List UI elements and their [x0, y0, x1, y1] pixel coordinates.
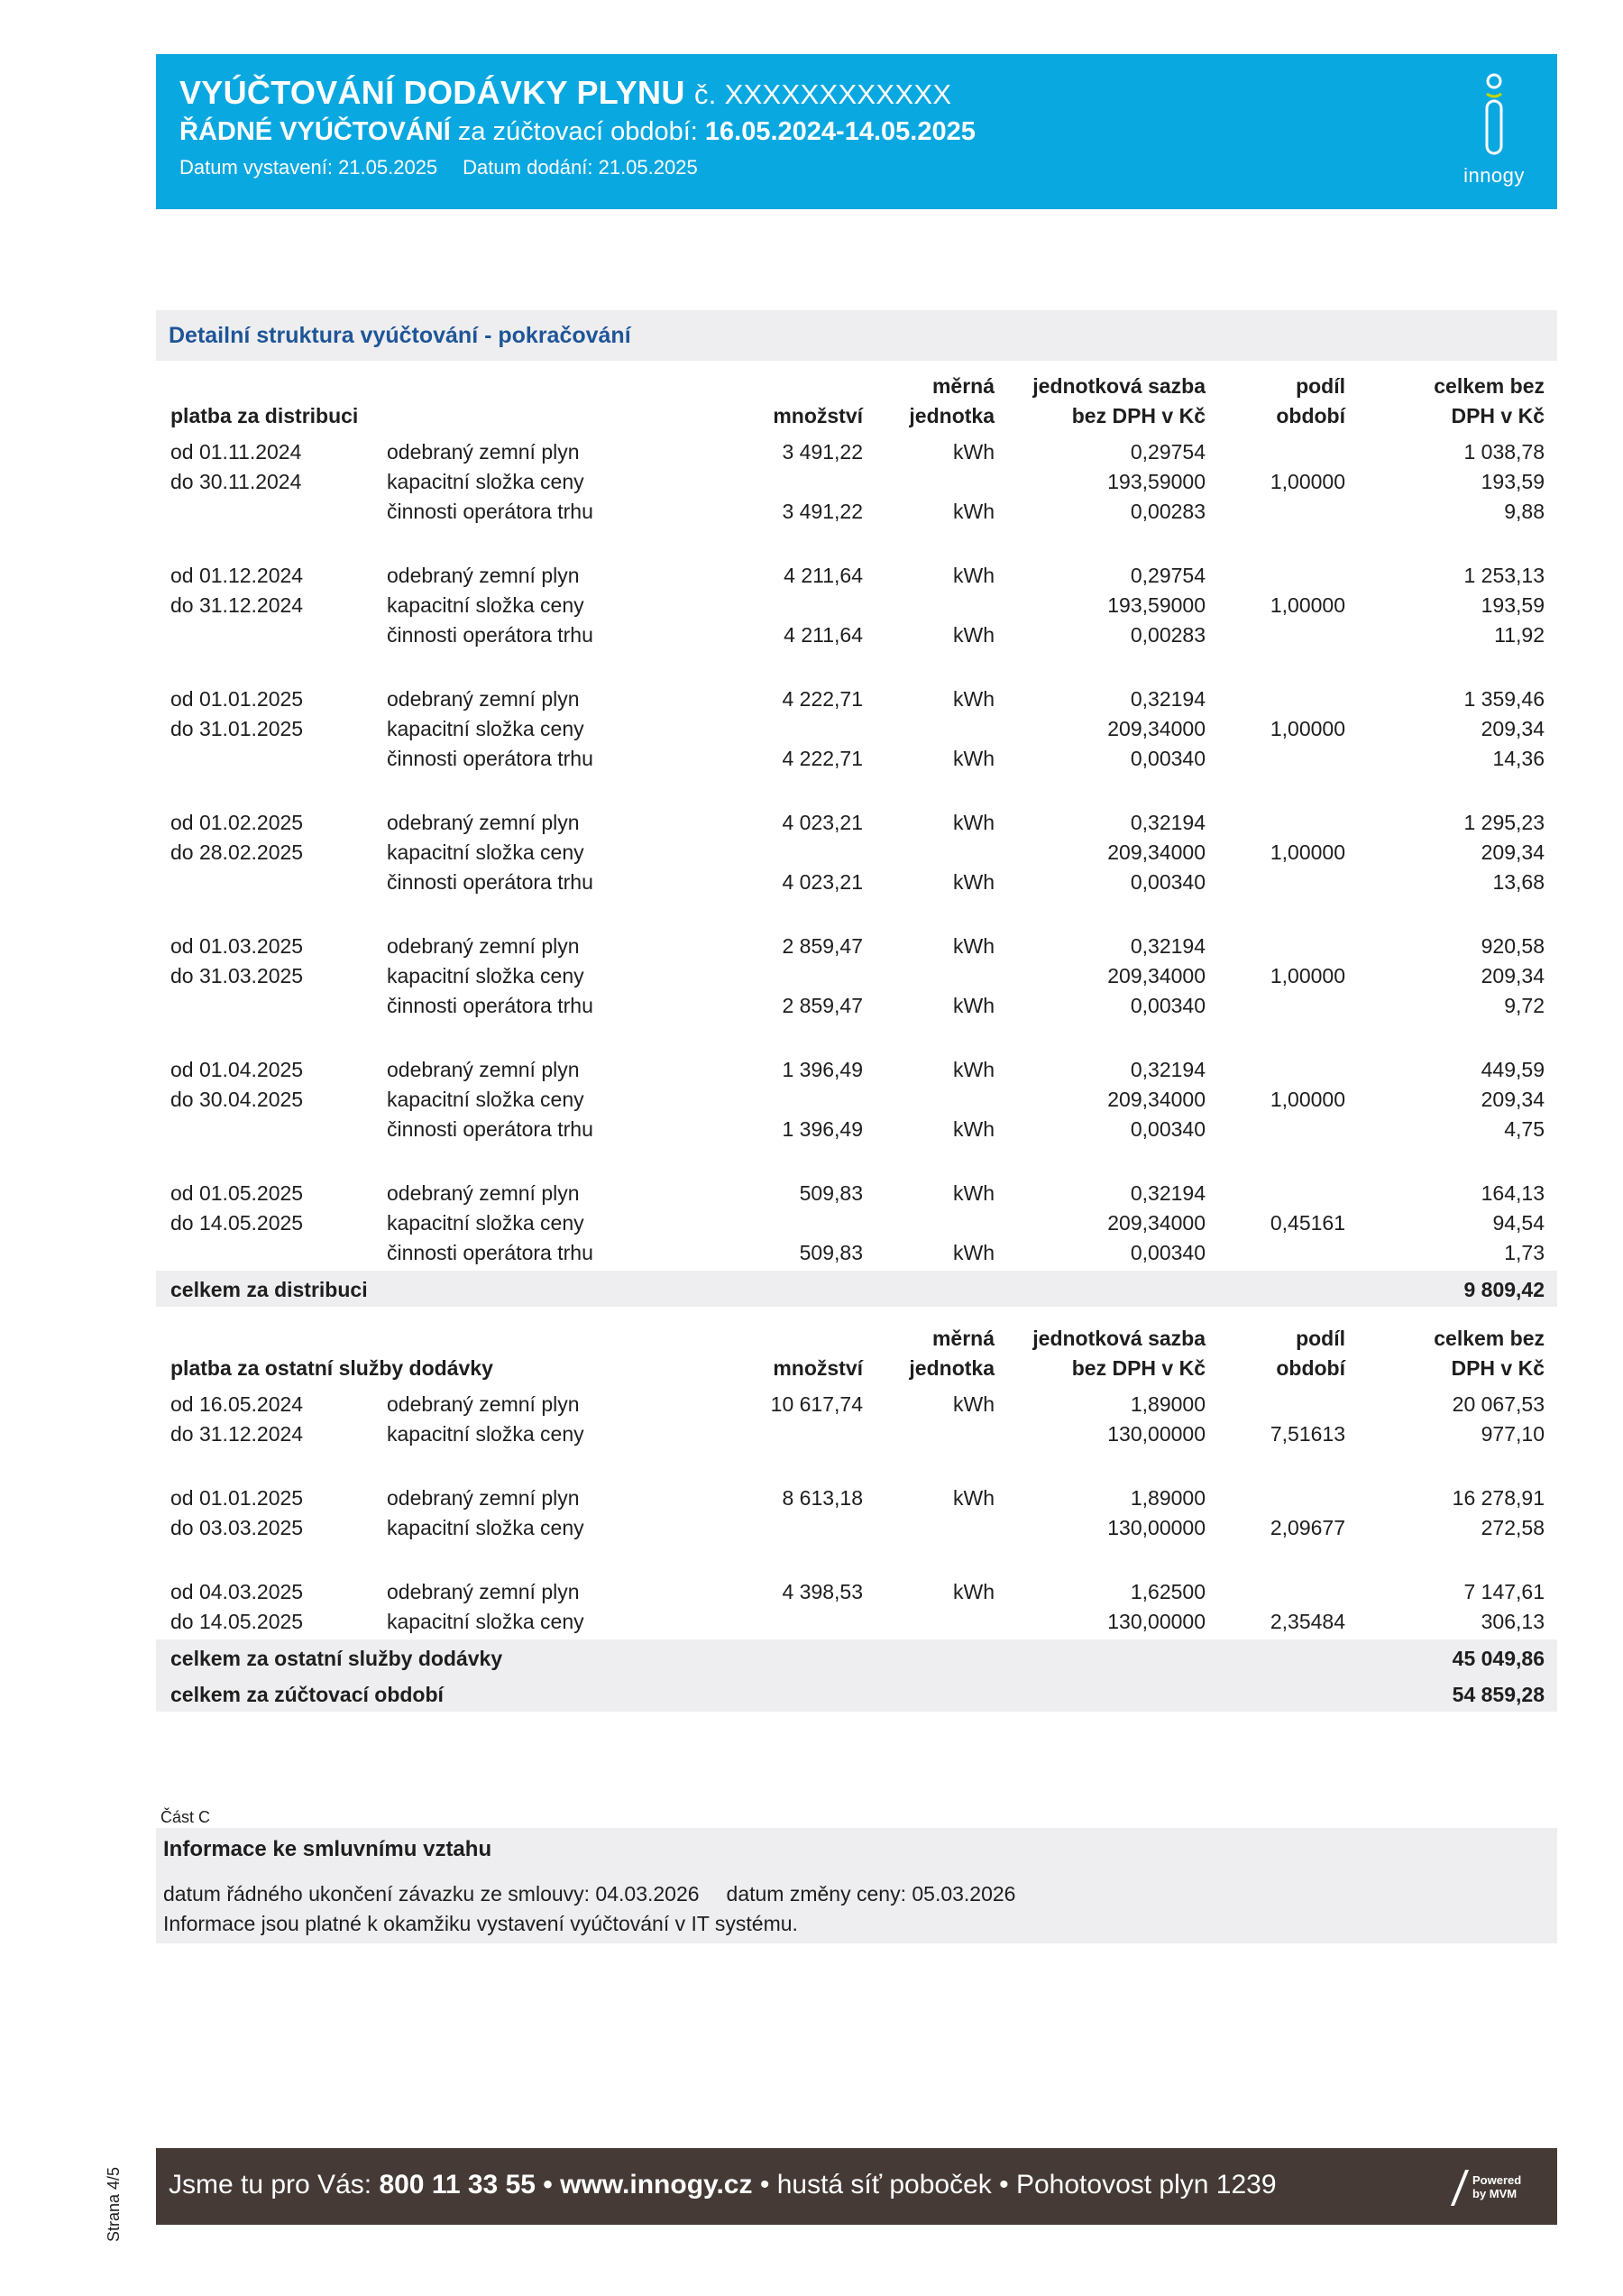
table-row [156, 1054, 1557, 1084]
cell-item: kapacitní složka ceny [387, 964, 584, 987]
cell-total: 11,92 [1494, 623, 1545, 647]
cell-date: od 01.12.2024 [170, 564, 304, 587]
cell-qty: 4 211,64 [784, 564, 863, 587]
cell-total: 272,58 [1481, 1516, 1545, 1539]
cell-total: 209,34 [1481, 964, 1545, 987]
cell-qty: 4 222,71 [782, 687, 863, 711]
col-unit: měrná jednotka [909, 374, 995, 427]
cell-rate: 0,00340 [1130, 1117, 1206, 1141]
cell-unit: kWh [953, 564, 995, 587]
cell-qty: 2 859,47 [782, 934, 863, 958]
invoice-header [156, 54, 1557, 209]
invoice-title: VYÚČTOVÁNÍ DODÁVKY PLYNU č. XXXXXXXXXXXX [179, 74, 952, 111]
cell-total: 193,59 [1481, 470, 1545, 493]
cell-item: kapacitní složka ceny [387, 840, 584, 864]
cell-date: od 01.01.2025 [170, 1486, 304, 1510]
table-header [156, 1317, 1557, 1389]
col-total: celkem bez DPH v Kč [1434, 1327, 1545, 1380]
other-services-table [156, 1317, 1557, 1712]
cell-qty: 509,83 [799, 1181, 863, 1205]
cell-total: 1 359,46 [1463, 687, 1545, 711]
cell-rate: 1,62500 [1130, 1580, 1206, 1603]
cell-date: od 01.11.2024 [170, 440, 302, 464]
cell-rate: 1,89000 [1130, 1486, 1206, 1510]
table-row [156, 1208, 1557, 1237]
footer-phone: 800 11 33 55 [379, 2170, 536, 2200]
cell-share: 1,00000 [1270, 470, 1345, 493]
cell-rate: 130,00000 [1107, 1516, 1206, 1539]
cell-total: 9,88 [1504, 500, 1545, 523]
issue-date: Datum vystavení: 21.05.2025 [179, 156, 438, 179]
table-row [156, 1483, 1557, 1512]
cell-total: 1 253,13 [1463, 564, 1545, 587]
cell-total: 9,72 [1504, 994, 1545, 1017]
cell-unit: kWh [953, 1058, 995, 1081]
cell-date: od 01.05.2025 [170, 1181, 304, 1205]
cell-total: 209,34 [1481, 840, 1545, 864]
cell-share: 2,09677 [1270, 1516, 1345, 1539]
col-qty: množství [773, 1356, 863, 1380]
cell-total: 7 147,61 [1463, 1580, 1545, 1603]
cell-total: 306,13 [1481, 1610, 1545, 1633]
table-row [156, 496, 1557, 526]
cell-share: 7,51613 [1270, 1422, 1345, 1446]
cell-item: kapacitní složka ceny [387, 1422, 584, 1446]
distribution-total-label: celkem za distribuci [170, 1278, 368, 1301]
innogy-logo-icon [1481, 72, 1507, 159]
table-row [156, 1576, 1557, 1606]
cell-qty: 4 023,21 [782, 870, 863, 894]
cell-qty: 4 023,21 [782, 811, 863, 834]
group-spacer [156, 1020, 1557, 1054]
cell-qty: 4 222,71 [782, 747, 863, 770]
cell-date: do 31.03.2025 [170, 964, 304, 987]
cell-unit: kWh [953, 1117, 995, 1141]
cell-item: činnosti operátora trhu [387, 500, 593, 523]
cell-date: do 14.05.2025 [170, 1211, 304, 1235]
cell-date: do 31.12.2024 [170, 593, 304, 617]
table-row [156, 931, 1557, 960]
cell-total: 209,34 [1481, 717, 1545, 740]
cell-total: 1 038,78 [1463, 440, 1545, 464]
cell-date: od 04.03.2025 [170, 1580, 304, 1603]
table-row [156, 837, 1557, 867]
footer-web-link[interactable]: www.innogy.cz [560, 2170, 753, 2200]
cell-total: 16 278,91 [1452, 1486, 1545, 1510]
cell-date: od 16.05.2024 [170, 1392, 304, 1416]
table-row [156, 466, 1557, 496]
cell-date: od 01.02.2025 [170, 811, 304, 834]
contract-note: Informace jsou platné k okamžiku vystavení vyúčtování v IT systému. [163, 1912, 798, 1935]
other-services-total-row [156, 1639, 1557, 1676]
contract-dates [163, 1882, 1015, 1906]
cell-qty: 509,83 [799, 1241, 863, 1264]
cell-unit: kWh [953, 934, 995, 958]
cell-item: kapacitní složka ceny [387, 1516, 584, 1539]
cell-unit: kWh [953, 811, 995, 834]
cell-rate: 130,00000 [1107, 1610, 1206, 1633]
cell-total: 193,59 [1481, 593, 1545, 617]
cell-date: do 30.11.2024 [170, 470, 302, 493]
cell-total: 1 295,23 [1463, 811, 1545, 834]
footer-branches: hustá síť poboček [776, 2170, 992, 2200]
cell-rate: 0,32194 [1130, 934, 1206, 958]
group-spacer [156, 526, 1557, 560]
group-spacer [156, 773, 1557, 807]
cell-rate: 130,00000 [1107, 1422, 1206, 1446]
cell-total: 94,54 [1492, 1211, 1545, 1235]
col-unit: měrná jednotka [909, 1327, 995, 1380]
contract-info-box [156, 1828, 1557, 1943]
cell-total: 1,73 [1504, 1241, 1545, 1264]
cell-total: 209,34 [1481, 1088, 1545, 1111]
cell-item: odebraný zemní plyn [387, 687, 580, 711]
table-row [156, 960, 1557, 990]
cell-rate: 0,00340 [1130, 870, 1206, 894]
table-row [156, 1512, 1557, 1542]
group-spacer [156, 649, 1557, 684]
group-spacer [156, 1143, 1557, 1178]
period-total-row [156, 1676, 1557, 1712]
cell-item: odebraný zemní plyn [387, 1181, 580, 1205]
table-row [156, 1178, 1557, 1208]
cell-rate: 0,32194 [1130, 1181, 1206, 1205]
table-row [156, 990, 1557, 1020]
price-change-date: datum změny ceny: 05.03.2026 [726, 1882, 1016, 1906]
cell-qty: 8 613,18 [782, 1486, 863, 1510]
cell-date: do 31.12.2024 [170, 1422, 304, 1446]
cell-qty: 3 491,22 [782, 440, 863, 464]
group-spacer [156, 896, 1557, 931]
cell-unit: kWh [953, 623, 995, 647]
table-row [156, 1084, 1557, 1114]
table-row [156, 1237, 1557, 1267]
period-total-value: 54 859,28 [1452, 1683, 1545, 1706]
cell-qty: 10 617,74 [770, 1392, 863, 1416]
other-services-rows [156, 1389, 1557, 1636]
cell-item: kapacitní složka ceny [387, 717, 584, 740]
cell-qty: 1 396,49 [782, 1117, 863, 1141]
cell-item: činnosti operátora trhu [387, 1241, 593, 1264]
cell-date: do 30.04.2025 [170, 1088, 304, 1111]
col-rate: jednotková sazba bez DPH v Kč [1032, 374, 1206, 427]
cell-share: 1,00000 [1270, 964, 1345, 987]
col-total: celkem bez DPH v Kč [1434, 374, 1545, 427]
cell-rate: 0,29754 [1130, 564, 1206, 587]
cell-item: odebraný zemní plyn [387, 1392, 580, 1416]
group-spacer [156, 1448, 1557, 1483]
cell-rate: 209,34000 [1107, 1211, 1206, 1235]
cell-rate: 0,32194 [1130, 1058, 1206, 1081]
page-number-wrap [95, 2166, 131, 2243]
cell-rate: 0,00340 [1130, 1241, 1206, 1264]
cell-qty: 4 398,53 [782, 1580, 863, 1603]
invoice-number: č. XXXXXXXXXXXX [693, 78, 952, 110]
cell-qty: 2 859,47 [782, 994, 863, 1017]
section-title: Detailní struktura vyúčtování - pokračování [169, 323, 631, 348]
section-title-bar [156, 310, 1557, 361]
cell-item: odebraný zemní plyn [387, 934, 580, 958]
cell-unit: kWh [953, 500, 995, 523]
innogy-logo [1451, 72, 1537, 189]
billing-period: 16.05.2024-14.05.2025 [704, 117, 976, 146]
cell-rate: 209,34000 [1107, 840, 1206, 864]
table-row [156, 807, 1557, 837]
col-rate: jednotková sazba bez DPH v Kč [1032, 1327, 1206, 1380]
slash-icon [1451, 2170, 1469, 2206]
cell-item: činnosti operátora trhu [387, 623, 593, 647]
table-row [156, 713, 1557, 743]
cell-unit: kWh [953, 870, 995, 894]
footer-contact: Jsme tu pro Vás: 800 11 33 55 • www.innogy.cz • hustá síť poboček • Pohotovost plyn 1239 [169, 2170, 1277, 2200]
cell-share: 0,45161 [1270, 1211, 1345, 1235]
part-c-label: Část C [160, 1808, 211, 1826]
cell-total: 13,68 [1492, 870, 1545, 894]
cell-share: 1,00000 [1270, 840, 1345, 864]
cell-date: do 14.05.2025 [170, 1610, 304, 1633]
cell-item: odebraný zemní plyn [387, 1580, 580, 1603]
table-row [156, 620, 1557, 649]
cell-item: odebraný zemní plyn [387, 1486, 580, 1510]
page-number: Strana 4/5 [105, 2166, 124, 2243]
cell-qty: 1 396,49 [782, 1058, 863, 1081]
cell-rate: 1,89000 [1130, 1392, 1206, 1416]
distribution-total-value: 9 809,42 [1463, 1278, 1545, 1301]
cell-unit: kWh [953, 1486, 995, 1510]
cell-item: kapacitní složka ceny [387, 470, 584, 493]
group-spacer [156, 1542, 1557, 1576]
table-row [156, 1606, 1557, 1636]
cell-unit: kWh [953, 440, 995, 464]
cell-item: činnosti operátora trhu [387, 994, 593, 1017]
col-share: podíl období [1276, 374, 1345, 427]
invoice-subtitle: ŘÁDNÉ VYÚČTOVÁNÍ za zúčtovací období: 16.05.2024-14.05.2025 [179, 117, 976, 146]
cell-unit: kWh [953, 687, 995, 711]
cell-date: od 01.04.2025 [170, 1058, 304, 1081]
cell-rate: 209,34000 [1107, 717, 1206, 740]
cell-date: do 28.02.2025 [170, 840, 304, 864]
cell-unit: kWh [953, 1241, 995, 1264]
cell-unit: kWh [953, 994, 995, 1017]
distribution-total-row [156, 1271, 1557, 1307]
table-row [156, 560, 1557, 590]
cell-item: činnosti operátora trhu [387, 747, 593, 770]
footer-emergency: Pohotovost plyn 1239 [1015, 2170, 1277, 2200]
cell-item: odebraný zemní plyn [387, 1058, 580, 1081]
cell-rate: 0,00340 [1130, 747, 1206, 770]
distribution-label: platba za distribuci [170, 404, 359, 427]
cell-rate: 193,59000 [1107, 593, 1206, 617]
cell-unit: kWh [953, 1181, 995, 1205]
cell-total: 977,10 [1481, 1422, 1545, 1446]
cell-rate: 0,00283 [1130, 623, 1206, 647]
invoice-dates [179, 156, 698, 179]
cell-item: činnosti operátora trhu [387, 1117, 593, 1141]
cell-rate: 209,34000 [1107, 964, 1206, 987]
cell-total: 4,75 [1504, 1117, 1545, 1141]
cell-share: 1,00000 [1270, 593, 1345, 617]
period-total-label: celkem za zúčtovací období [170, 1683, 444, 1706]
cell-item: odebraný zemní plyn [387, 811, 580, 834]
cell-unit: kWh [953, 1580, 995, 1603]
cell-date: do 31.01.2025 [170, 717, 304, 740]
cell-item: kapacitní složka ceny [387, 1610, 584, 1633]
cell-rate: 0,32194 [1130, 687, 1206, 711]
cell-qty: 3 491,22 [782, 500, 863, 523]
cell-rate: 0,00283 [1130, 500, 1206, 523]
logo-text: innogy [1463, 164, 1525, 187]
table-row [156, 590, 1557, 620]
table-row [156, 684, 1557, 713]
distribution-rows [156, 436, 1557, 1267]
cell-total: 164,13 [1481, 1181, 1545, 1205]
table-row [156, 436, 1557, 466]
table-row [156, 867, 1557, 896]
cell-date: od 01.01.2025 [170, 687, 304, 711]
cell-rate: 0,32194 [1130, 811, 1206, 834]
cell-item: kapacitní složka ceny [387, 1211, 584, 1235]
cell-total: 449,59 [1481, 1058, 1545, 1081]
cell-date: do 03.03.2025 [170, 1516, 304, 1539]
cell-item: odebraný zemní plyn [387, 564, 580, 587]
cell-total: 920,58 [1481, 934, 1545, 958]
cell-share: 2,35484 [1270, 1610, 1345, 1633]
cell-date: od 01.03.2025 [170, 934, 304, 958]
cell-rate: 193,59000 [1107, 470, 1206, 493]
powered-by-mvm-logo: Powered by MVM [1458, 2170, 1530, 2206]
other-services-label: platba za ostatní služby dodávky [170, 1356, 493, 1380]
cell-unit: kWh [953, 747, 995, 770]
col-share: podíl období [1276, 1327, 1345, 1380]
col-qty: množství [773, 404, 863, 427]
table-row [156, 1389, 1557, 1419]
table-row [156, 743, 1557, 773]
table-row [156, 1114, 1557, 1143]
cell-item: činnosti operátora trhu [387, 870, 593, 894]
cell-qty: 4 211,64 [784, 623, 863, 647]
distribution-table [156, 364, 1557, 1307]
other-services-total-label: celkem za ostatní služby dodávky [170, 1647, 503, 1670]
cell-total: 14,36 [1492, 747, 1545, 770]
cell-item: odebraný zemní plyn [387, 440, 580, 464]
other-services-total-value: 45 049,86 [1452, 1647, 1545, 1670]
cell-share: 1,00000 [1270, 1088, 1345, 1111]
cell-rate: 209,34000 [1107, 1088, 1206, 1111]
cell-share: 1,00000 [1270, 717, 1345, 740]
footer-bar [156, 2148, 1557, 2225]
contract-end-date: datum řádného ukončení závazku ze smlouvy: 04.03.2026 [163, 1882, 700, 1906]
table-row [156, 1419, 1557, 1448]
cell-unit: kWh [953, 1392, 995, 1416]
table-header [156, 364, 1557, 436]
cell-rate: 0,00340 [1130, 994, 1206, 1017]
cell-rate: 0,29754 [1130, 440, 1206, 464]
contract-info-title: Informace ke smluvnímu vztahu [163, 1837, 492, 1861]
delivery-date: Datum dodání: 21.05.2025 [463, 156, 698, 179]
cell-item: kapacitní složka ceny [387, 593, 584, 617]
cell-total: 20 067,53 [1452, 1392, 1545, 1416]
cell-item: kapacitní složka ceny [387, 1088, 584, 1111]
